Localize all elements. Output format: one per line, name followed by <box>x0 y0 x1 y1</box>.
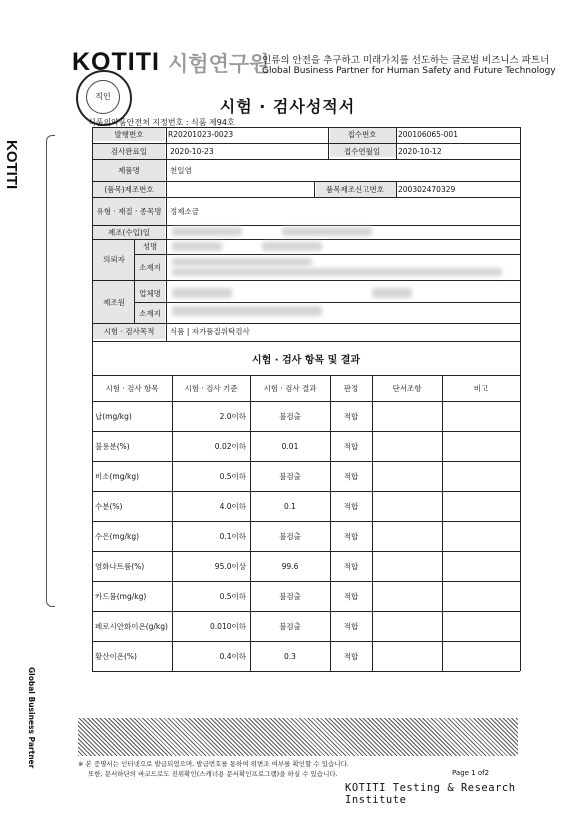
results-cell-result: 0.3 <box>284 651 296 661</box>
results-cell-result: 불검출 <box>279 471 301 481</box>
product-label: 제품명 <box>118 165 140 175</box>
results-cell-item: 카드뮴(mg/kg) <box>95 591 147 601</box>
purpose-value: 식품 | 자가품질위탁검사 <box>170 326 250 336</box>
receipt-no-value: 200106065-001 <box>398 129 458 139</box>
brand-value <box>170 182 310 196</box>
tagline-english: Global Business Partner for Human Safety and Future Technology <box>262 66 556 76</box>
receipt-no-label: 접수번호 <box>347 129 377 139</box>
table-rule <box>92 375 93 671</box>
client-label: 의뢰자 <box>103 254 125 264</box>
table-rule <box>92 341 520 342</box>
table-rule <box>166 127 167 341</box>
results-cell-standard: 4.0이하 <box>219 501 246 511</box>
results-cell-judgment: 적합 <box>343 591 359 601</box>
results-cell-standard: 2.0이하 <box>219 411 246 421</box>
issue-no-value: R20201023-0023 <box>168 129 234 139</box>
results-cell-result: 불검출 <box>279 411 301 421</box>
results-cell-item: 비소(mg/kg) <box>95 471 140 481</box>
results-cell-standard: 0.5이하 <box>219 591 246 601</box>
footer-note-2: 또한, 문서하단의 바코드로도 진위확인(스캐너용 문서확인프로그램)을 하실 수 있습니다. <box>88 770 338 778</box>
table-rule <box>442 375 443 671</box>
table-rule <box>396 181 397 197</box>
type-label: 유형 · 재질 · 종목명 <box>96 206 162 216</box>
kotiti-logo: KOTITI <box>72 48 160 76</box>
results-cell-item: 납(mg/kg) <box>95 411 132 421</box>
seal-text: 직인 <box>86 80 120 114</box>
verification-barcode <box>78 718 518 756</box>
page-indicator: Page 1 of2 <box>452 769 490 777</box>
table-rule <box>92 280 520 281</box>
results-cell-judgment: 적합 <box>343 441 359 451</box>
results-column-header: 단서조항 <box>392 383 422 393</box>
table-rule <box>92 671 520 672</box>
institute-name: KOTITI Testing & Research Institute <box>345 782 516 806</box>
receipt-date-value: 2020-10-12 <box>398 146 442 156</box>
logo-korean-text: 시험연구원 <box>168 52 270 76</box>
table-rule <box>372 375 373 671</box>
results-cell-item: 황산이온(%) <box>95 651 137 661</box>
results-cell-judgment: 적합 <box>343 411 359 421</box>
table-rule <box>134 302 520 303</box>
manufacturer-label: 제조원 <box>103 297 125 307</box>
results-cell-item: 페로시안화이온(g/kg) <box>95 621 168 631</box>
table-rule <box>134 239 135 323</box>
results-cell-standard: 95.0이상 <box>214 561 246 571</box>
results-column-header: 시험 · 검사 결과 <box>263 383 317 393</box>
results-cell-standard: 0.010이하 <box>210 621 246 631</box>
redacted-field <box>172 242 222 251</box>
type-value: 정제소금 <box>170 206 199 216</box>
results-cell-result: 불검출 <box>279 531 301 541</box>
results-cell-judgment: 적합 <box>343 651 359 661</box>
results-column-header: 비고 <box>473 383 489 393</box>
report-no-value: 200302470329 <box>398 184 456 194</box>
redacted-field <box>262 242 322 251</box>
redacted-field <box>172 306 322 316</box>
results-cell-item: 수분(%) <box>95 501 123 511</box>
results-column-header: 시험 · 검사 기준 <box>184 383 238 393</box>
results-cell-result: 99.6 <box>281 561 299 571</box>
results-cell-judgment: 적합 <box>343 501 359 511</box>
client-name-label: 성명 <box>142 241 158 251</box>
redacted-field <box>282 227 372 236</box>
document-title: 시험 · 검사성적서 <box>219 97 356 116</box>
purpose-label: 시험 · 검사목적 <box>103 326 155 336</box>
client-addr-label: 소재지 <box>139 262 161 272</box>
company-label: 업체명 <box>139 288 161 298</box>
receipt-date-label: 접수연월일 <box>343 146 381 156</box>
results-cell-result: 불검출 <box>279 621 301 631</box>
product-value: 천일염 <box>170 165 192 175</box>
results-cell-item: 불용분(%) <box>95 441 130 451</box>
results-column-header: 시험 · 검사 항목 <box>105 383 159 393</box>
results-cell-judgment: 적합 <box>343 621 359 631</box>
results-cell-standard: 0.5이하 <box>219 471 246 481</box>
results-cell-result: 불검출 <box>279 591 301 601</box>
results-column-header: 판정 <box>343 383 359 393</box>
results-cell-standard: 0.1이하 <box>219 531 246 541</box>
redacted-field <box>172 268 502 276</box>
table-rule <box>134 254 520 255</box>
results-cell-item: 염화나트륨(%) <box>95 561 145 571</box>
side-logo: KOTITI <box>3 140 20 190</box>
report-no-label: 품목제조신고번호 <box>326 184 384 194</box>
results-cell-judgment: 적합 <box>343 561 359 571</box>
results-cell-result: 0.1 <box>284 501 296 511</box>
results-cell-standard: 0.02이하 <box>214 441 246 451</box>
results-cell-result: 0.01 <box>281 441 299 451</box>
table-rule <box>396 127 397 159</box>
table-rule <box>328 127 329 159</box>
brand-label: (품목)제조번호 <box>104 184 154 194</box>
results-cell-judgment: 적합 <box>343 531 359 541</box>
maker-label: 제조(수입)일 <box>107 227 151 237</box>
inspect-date-label: 검사완료일 <box>110 146 148 156</box>
footer-note-1: ※ 본 증명서는 인터넷으로 발급되었으며, 발급번호를 통하여 위변조 여부를 확인할 수 있습니다. <box>78 760 349 768</box>
results-cell-standard: 0.4이하 <box>219 651 246 661</box>
redacted-field <box>172 258 312 266</box>
results-cell-item: 수은(mg/kg) <box>95 531 140 541</box>
tagline-korean: 인류의 안전을 추구하고 미래가치를 선도하는 글로벌 비즈니스 파트너 <box>262 55 550 66</box>
redacted-field <box>172 288 232 298</box>
manufacturer-addr-label: 소재지 <box>139 308 161 318</box>
redacted-field <box>172 227 242 236</box>
side-slogan: Global Business Partner <box>27 667 36 769</box>
table-rule <box>314 181 315 197</box>
results-section-title: 시험 · 검사 항목 및 결과 <box>251 354 361 366</box>
table-rule <box>520 375 521 671</box>
issue-no-label: 발행번호 <box>114 129 144 139</box>
results-cell-judgment: 적합 <box>343 471 359 481</box>
redacted-field <box>372 288 412 298</box>
designation-number: 식품의약품안전처 지정번호 : 식품 제94호 <box>88 118 235 127</box>
inspect-date-value: 2020-10-23 <box>170 146 214 156</box>
side-bracket <box>46 135 55 607</box>
